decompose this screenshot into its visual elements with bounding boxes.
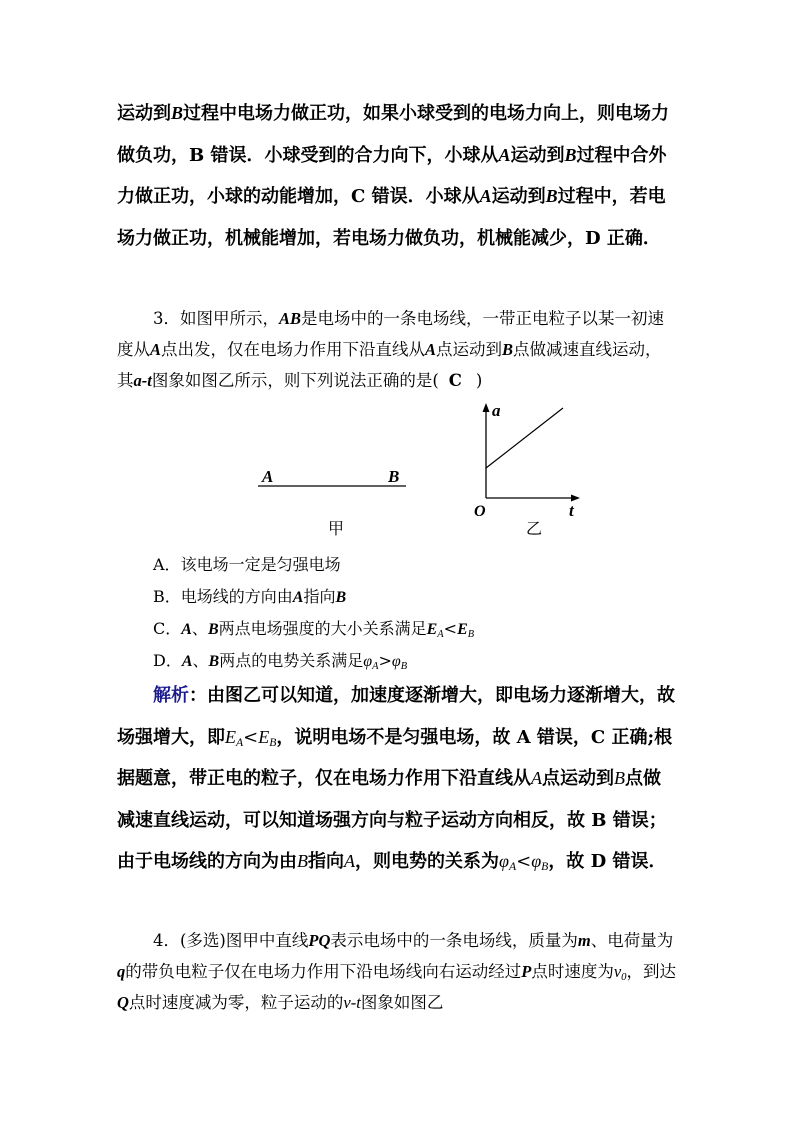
text: ：由图乙可以知道，加速度逐渐增大，即电场力逐渐增大，故场强增大，即: [117, 685, 675, 748]
subscript: B: [541, 860, 549, 873]
text: 表示电场中的一条电场线，质量为: [330, 931, 578, 950]
var: B: [502, 340, 514, 359]
var: q: [117, 962, 126, 981]
question-4: [117, 925, 677, 1018]
text: ，到达: [626, 962, 677, 981]
figure-yi: [465, 400, 595, 542]
text: ，说明电场不是匀强电场，故 A 错误，C 正确;根据题意，带正电的粒子，仅在电场力作用下沿直线从: [117, 726, 673, 789]
subscript: B: [467, 629, 475, 640]
var: PQ: [308, 931, 331, 950]
figure-jia-label-a: A: [262, 467, 274, 486]
var: E: [426, 621, 438, 638]
subscript: A: [372, 661, 379, 672]
subscript: 0: [621, 971, 627, 983]
y-axis-arrow: [483, 403, 490, 412]
var: Q: [117, 993, 129, 1012]
text: 是电场中的一条电场线，一带正电粒子以某一初速度从: [117, 309, 665, 359]
var: E: [258, 726, 270, 747]
var: B: [545, 186, 558, 206]
var: B: [297, 851, 308, 871]
text: 点做减速直线运动，其: [117, 340, 662, 390]
text: 指向: [308, 851, 344, 872]
text: 点运动到: [542, 768, 614, 789]
text: 点做减速直线运动，可以知道场强方向与粒子运动方向相反，故 B 错误；由于电场线的方向为由: [117, 768, 667, 872]
var: P: [521, 962, 532, 981]
text: 、: [192, 651, 209, 670]
question-number: 4．: [153, 931, 180, 950]
text: ，故 D 错误．: [548, 851, 667, 872]
var: A: [292, 589, 304, 606]
var: v-t: [343, 993, 361, 1012]
var: E: [225, 726, 236, 747]
text: 的带负电粒子仅在电场力作用下沿电场线向右运动经过: [125, 962, 522, 981]
option-letter: A．: [153, 555, 181, 574]
analysis-label: 解析: [153, 685, 189, 706]
subscript: B: [269, 735, 277, 749]
text: 过程中，若电场力做正功，机械能增加，若电场力做负功，机械能减少，D 正确．: [117, 186, 666, 249]
subscript: A: [437, 629, 444, 640]
option-c: [153, 619, 474, 640]
var: A: [344, 851, 355, 871]
text: 运动到: [491, 186, 546, 207]
text: 图象如图乙所示，则下列说法正确的是(: [151, 371, 439, 390]
var: A: [425, 340, 437, 359]
var: B: [171, 103, 184, 123]
text: 点出发，仅在电场力作用下沿直线从: [161, 340, 426, 359]
subscript: A: [236, 735, 244, 749]
text: (多选)图甲中直线: [180, 931, 309, 950]
answer: C: [448, 371, 462, 390]
text: ): [475, 371, 483, 390]
text: 点时速度减为零，粒子运动的: [128, 993, 344, 1012]
text: 过程中电场力做正功，如果小球受到的电场力向上，则电场力做负功，B 错误．小球受到的合力向下，小球从: [117, 103, 670, 166]
var: a-t: [133, 371, 152, 390]
var: B: [208, 653, 220, 670]
figure-jia: [250, 460, 420, 542]
question-number: 3．: [153, 309, 180, 328]
option-b: [153, 587, 346, 608]
text: 指向: [303, 587, 336, 606]
var: A: [479, 186, 492, 206]
x-axis-label: t: [569, 501, 574, 520]
operator: <: [516, 851, 532, 872]
text: 点运动到: [436, 340, 503, 359]
origin-label: O: [474, 503, 486, 520]
var: A: [181, 621, 192, 638]
option-d: [153, 651, 407, 672]
var: φ: [531, 851, 542, 871]
text: 、: [191, 619, 208, 638]
question-3: [117, 303, 677, 396]
figure-jia-caption: 甲: [328, 521, 345, 538]
option-a: [153, 555, 341, 575]
option-letter: B．: [153, 587, 181, 606]
subscript: A: [508, 860, 517, 873]
figure-yi-caption: 乙: [526, 521, 543, 538]
var: φ: [499, 851, 509, 871]
figure-jia-label-b: B: [388, 467, 400, 486]
var: AB: [279, 309, 302, 328]
analysis: [117, 675, 677, 883]
option-letter: D．: [153, 651, 182, 670]
operator: >: [378, 651, 392, 670]
text: 、电荷量为: [590, 931, 674, 950]
operator: <: [443, 619, 458, 638]
var: A: [498, 144, 511, 165]
var: A: [531, 768, 542, 788]
operator: <: [243, 726, 259, 748]
var: E: [457, 621, 468, 638]
text: 运动到: [117, 103, 171, 124]
var: φ: [363, 653, 373, 670]
option-letter: C．: [153, 619, 182, 638]
text: 电场线的方向由: [180, 587, 293, 606]
subscript: B: [400, 661, 408, 672]
var: B: [564, 144, 577, 165]
text: ，则电势的关系为: [355, 851, 499, 872]
var: m: [577, 931, 591, 950]
text: 该电场一定是匀强电场: [180, 555, 341, 574]
var: v: [613, 962, 622, 981]
text: 两点的电势关系满足: [219, 651, 364, 670]
var: φ: [391, 653, 401, 670]
var: A: [181, 653, 193, 670]
text: 两点电场强度的大小关系满足: [218, 619, 427, 638]
var: B: [335, 589, 347, 606]
var: B: [614, 768, 625, 788]
text: 如图甲所示，: [180, 309, 279, 328]
text: 过程中合外力做正功，小球的动能增加，C 错误．小球从: [117, 144, 667, 207]
var: B: [207, 621, 219, 638]
y-axis-label: a: [492, 401, 501, 420]
previous-explanation: [117, 93, 677, 259]
text: 运动到: [510, 144, 565, 166]
var: A: [150, 340, 162, 359]
text: 点时速度为: [531, 962, 614, 981]
text: 图象如图乙: [360, 993, 444, 1012]
